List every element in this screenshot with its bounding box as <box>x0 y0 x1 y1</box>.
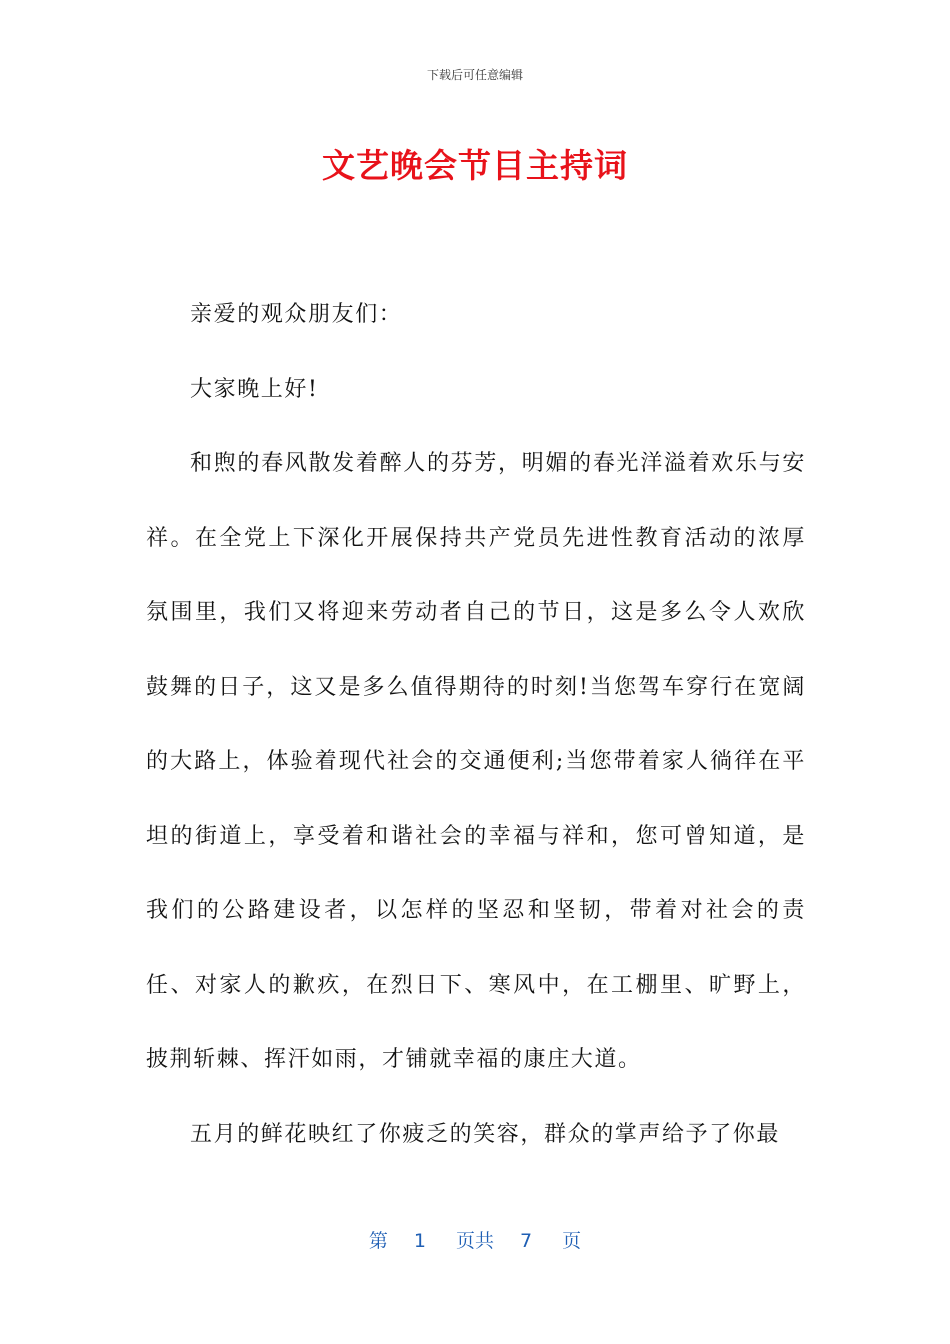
footer-page-number: 1 <box>413 1230 426 1252</box>
paragraph-greeting: 亲爱的观众朋友们： <box>190 302 403 327</box>
footer-page-total: 7 <box>520 1230 533 1252</box>
document-body <box>146 278 806 1172</box>
footer-page-prefix: 第 <box>368 1230 388 1252</box>
paragraph-continued: 五月的鲜花映红了你疲乏的笑容，群众的掌声给予了你最 <box>190 1121 781 1147</box>
page-footer <box>0 1226 950 1253</box>
document-title: 文艺晚会节目主持词 <box>322 146 628 185</box>
header-note: 下载后可任意编辑 <box>426 68 523 82</box>
paragraph-main: 和煦的春风散发着醉人的芬芳，明媚的春光洋溢着欢乐与安祥。在全党上下深化开展保持共产党员先进性教育活动的浓厚氛围里，我们又将迎来劳动者自己的节日，这是多么令人欢欣鼓舞的日子，这又是多么值得期待的时刻!当您驾车穿行在宽阔的大路上，体验着现代社会的交通便利;当您带着家人徜徉在平坦的街道上，享受着和谐社会的幸福与祥和，您可曾知道，是我们的公路建设者，以怎样的坚忍和坚韧，带着对社会的责任、对家人的歉疚，在烈日下、寒风中，在工棚里、旷野上，披荆斩棘、挥汗如雨，才铺就幸福的康庄大道。 <box>146 451 806 1072</box>
footer-page-suffix: 页 <box>562 1230 582 1252</box>
paragraph-welcome: 大家晚上好! <box>190 376 319 402</box>
footer-page-mid: 页共 <box>455 1230 494 1252</box>
